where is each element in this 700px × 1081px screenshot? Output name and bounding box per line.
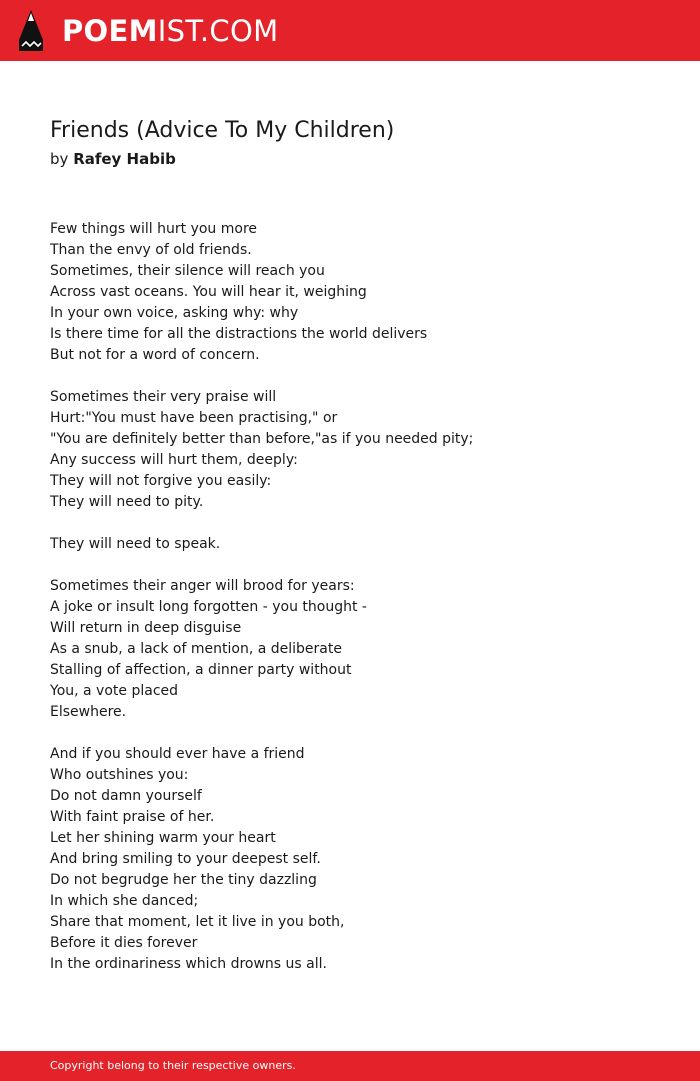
poem-line: Do not damn yourself (50, 788, 202, 804)
stanza (50, 219, 670, 366)
poem-line: Sometimes their very praise will (50, 389, 277, 405)
site-footer (0, 1051, 700, 1081)
poem-line: They will not forgive you easily: (50, 473, 272, 489)
poem-author: Rafey Habib (73, 150, 176, 168)
poem-line: Do not begrudge her the tiny dazzling (50, 872, 317, 888)
poem-title: Friends (Advice To My Children) (50, 118, 395, 143)
poem-line: You, a vote placed (50, 683, 179, 699)
poem-line: In which she danced; (50, 893, 199, 909)
logo-light-text: IST.COM (157, 14, 279, 48)
stanza (50, 744, 670, 975)
poem-line: But not for a word of concern. (50, 347, 260, 363)
poem-line: They will need to pity. (50, 494, 204, 510)
site-header (0, 0, 700, 61)
poem-line: Few things will hurt you more (50, 221, 258, 237)
pencil-logo-icon[interactable] (18, 10, 44, 51)
poem-line: Any success will hurt them, deeply: (50, 452, 298, 468)
poem-line: Sometimes their anger will brood for years: (50, 578, 355, 594)
byline (50, 149, 176, 169)
poem-line: In your own voice, asking why: why (50, 305, 299, 321)
poem-line: Will return in deep disguise (50, 620, 242, 636)
stanza (50, 534, 670, 555)
poem-line: A joke or insult long forgotten - you thought - (50, 599, 367, 615)
poem-line: And bring smiling to your deepest self. (50, 851, 321, 867)
poem-line: "You are definitely better than before,"as if you needed pity; (50, 431, 474, 447)
poem-line: Than the envy of old friends. (50, 242, 252, 258)
copyright-text: Copyright belong to their respective owners. (50, 1059, 296, 1072)
poem-line: Before it dies forever (50, 935, 198, 951)
poem-line: Sometimes, their silence will reach you (50, 263, 325, 279)
logo-bold-text: POEM (62, 14, 158, 48)
poem-line: Across vast oceans. You will hear it, weighing (50, 284, 367, 300)
poem-line: In the ordinariness which drowns us all. (50, 956, 327, 972)
by-label: by (50, 150, 69, 168)
poem-line: And if you should ever have a friend (50, 746, 305, 762)
poem-line: Hurt:"You must have been practising," or (50, 410, 338, 426)
poem-line: Stalling of affection, a dinner party without (50, 662, 352, 678)
stanza (50, 576, 670, 723)
poem-line: Let her shining warm your heart (50, 830, 276, 846)
poem-line: As a snub, a lack of mention, a deliberate (50, 641, 342, 657)
poem-line: Who outshines you: (50, 767, 189, 783)
poem-line: Share that moment, let it live in you both, (50, 914, 345, 930)
site-logo[interactable] (62, 13, 278, 49)
poem-line: With faint praise of her. (50, 809, 215, 825)
poem-line: Elsewhere. (50, 704, 127, 720)
stanza (50, 387, 670, 513)
poem-line: Is there time for all the distractions the world delivers (50, 326, 428, 342)
poem-body (50, 219, 670, 996)
poem-line: They will need to speak. (50, 536, 221, 552)
